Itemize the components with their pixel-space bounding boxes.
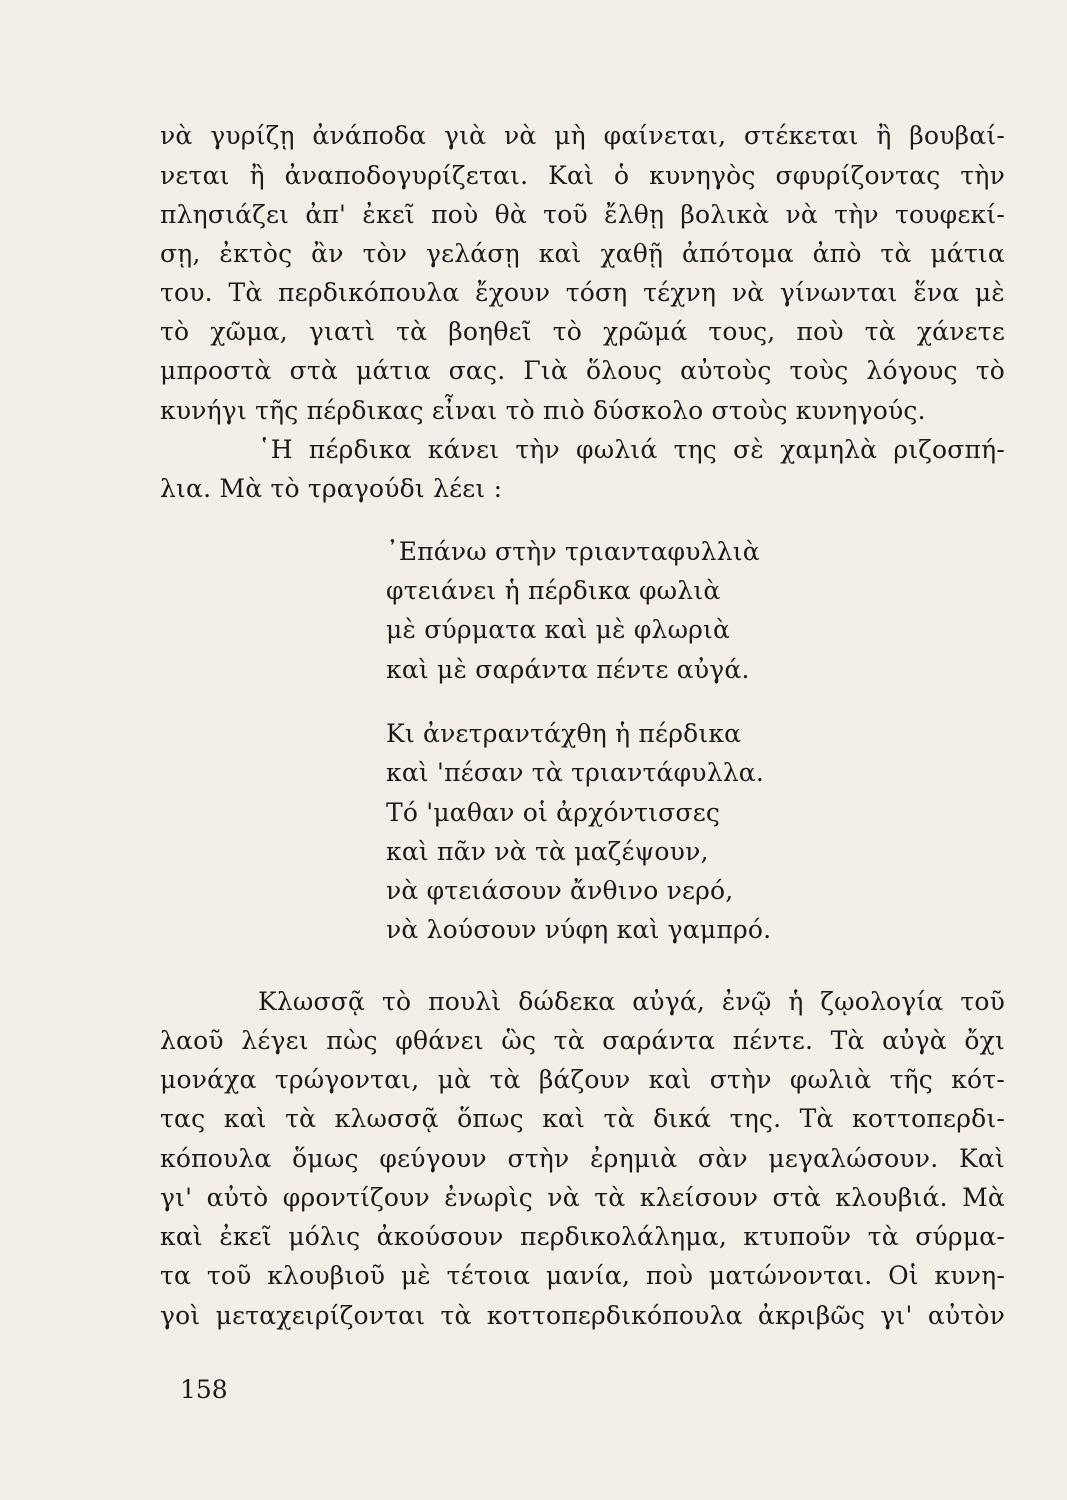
text-line: καὶ ἐκεῖ μόλις ἀκούσουν περδικολάλημα, κτυποῦν τὰ σύρμα- [160, 1222, 1005, 1251]
text-line: σῃ, ἐκτὸς ἂν τὸν γελάσῃ καὶ χαθῇ ἀπότομα ἀπὸ τὰ μάτια [160, 239, 1005, 268]
text-line: ῾Η πέρδικα κάνει τὴν φωλιά της σὲ χαμηλὰ ριζοσπή- [258, 435, 1005, 464]
verse-line: φτειάνει ἡ πέρδικα φωλιὰ [386, 576, 721, 605]
verse-line: καὶ πᾶν νὰ τὰ μαζέψουν, [386, 837, 709, 866]
text-line: κυνήγι τῆς πέρδικας εἶναι τὸ πιὸ δύσκολο στοὺς κυνηγούς. [160, 396, 926, 425]
text-line: Κλωσσᾷ τὸ πουλὶ δώδεκα αὐγά, ἐνῷ ἡ ζῳολογία τοῦ [258, 987, 1005, 1016]
verse-line: μὲ σύρματα καὶ μὲ φλωριὰ [386, 615, 731, 644]
text-line: λια. Μὰ τὸ τραγούδι λέει : [160, 474, 503, 503]
text-line: νὰ γυρίζῃ ἀνάποδα γιὰ νὰ μὴ φαίνεται, στέκεται ἢ βουβαί- [160, 121, 1005, 150]
verse-line: Κι ἀνετραντάχθη ἡ πέρδικα [386, 719, 742, 748]
text-line: γοὶ μεταχειρίζονται τὰ κοττοπερδικόπουλα ἀκριβῶς γι' αὐτὸν [160, 1301, 1005, 1330]
verse-line: Τό 'μαθαν οἱ ἀρχόντισσες [386, 798, 721, 827]
text-line: νεται ἢ ἀναποδογυρίζεται. Καὶ ὁ κυνηγὸς σφυρίζοντας τὴν [160, 161, 1005, 190]
verse-line: νὰ λούσουν νύφη καὶ γαμπρό. [386, 915, 772, 944]
text-line: τὸ χῶμα, γιατὶ τὰ βοηθεῖ τὸ χρῶμά τους, ποὺ τὰ χάνετε [160, 317, 1005, 346]
page-number: 158 [180, 1375, 228, 1404]
text-line: μονάχα τρώγονται, μὰ τὰ βάζουν καὶ στὴν φωλιὰ τῆς κότ- [160, 1065, 1005, 1094]
verse-line: νὰ φτειάσουν ἄνθινο νερό, [386, 876, 734, 905]
text-line: κόπουλα ὅμως φεύγουν στὴν ἐρημιὰ σὰν μεγαλώσουν. Καὶ [160, 1144, 1005, 1173]
text-line: μπροστὰ στὰ μάτια σας. Γιὰ ὅλους αὐτοὺς τοὺς λόγους τὸ [160, 356, 1005, 385]
verse-line: καὶ μὲ σαράντα πέντε αὐγά. [386, 655, 750, 684]
verse-line: καὶ 'πέσαν τὰ τριαντάφυλλα. [386, 758, 765, 787]
text-line: του. Τὰ περδικόπουλα ἔχουν τόση τέχνη νὰ γίνωνται ἕνα μὲ [160, 278, 1005, 307]
text-line: πλησιάζει ἀπ' ἐκεῖ ποὺ θὰ τοῦ ἔλθῃ βολικὰ νὰ τὴν τουφεκί- [160, 200, 1005, 229]
verse-line: ᾿Επάνω στὴν τριανταφυλλιὰ [386, 537, 760, 566]
text-line: τας καὶ τὰ κλωσσᾷ ὅπως καὶ τὰ δικά της. Τὰ κοττοπερδι- [160, 1104, 1005, 1133]
text-line: γι' αὐτὸ φροντίζουν ἐνωρὶς νὰ τὰ κλείσουν στὰ κλουβιά. Μὰ [160, 1183, 1005, 1212]
text-line: λαοῦ λέγει πὼς φθάνει ὣς τὰ σαράντα πέντε. Τὰ αὐγὰ ὄχι [160, 1026, 1005, 1055]
text-line: τα τοῦ κλουβιοῦ μὲ τέτοια μανία, ποὺ ματώνονται. Οἱ κυνη- [160, 1261, 1005, 1290]
